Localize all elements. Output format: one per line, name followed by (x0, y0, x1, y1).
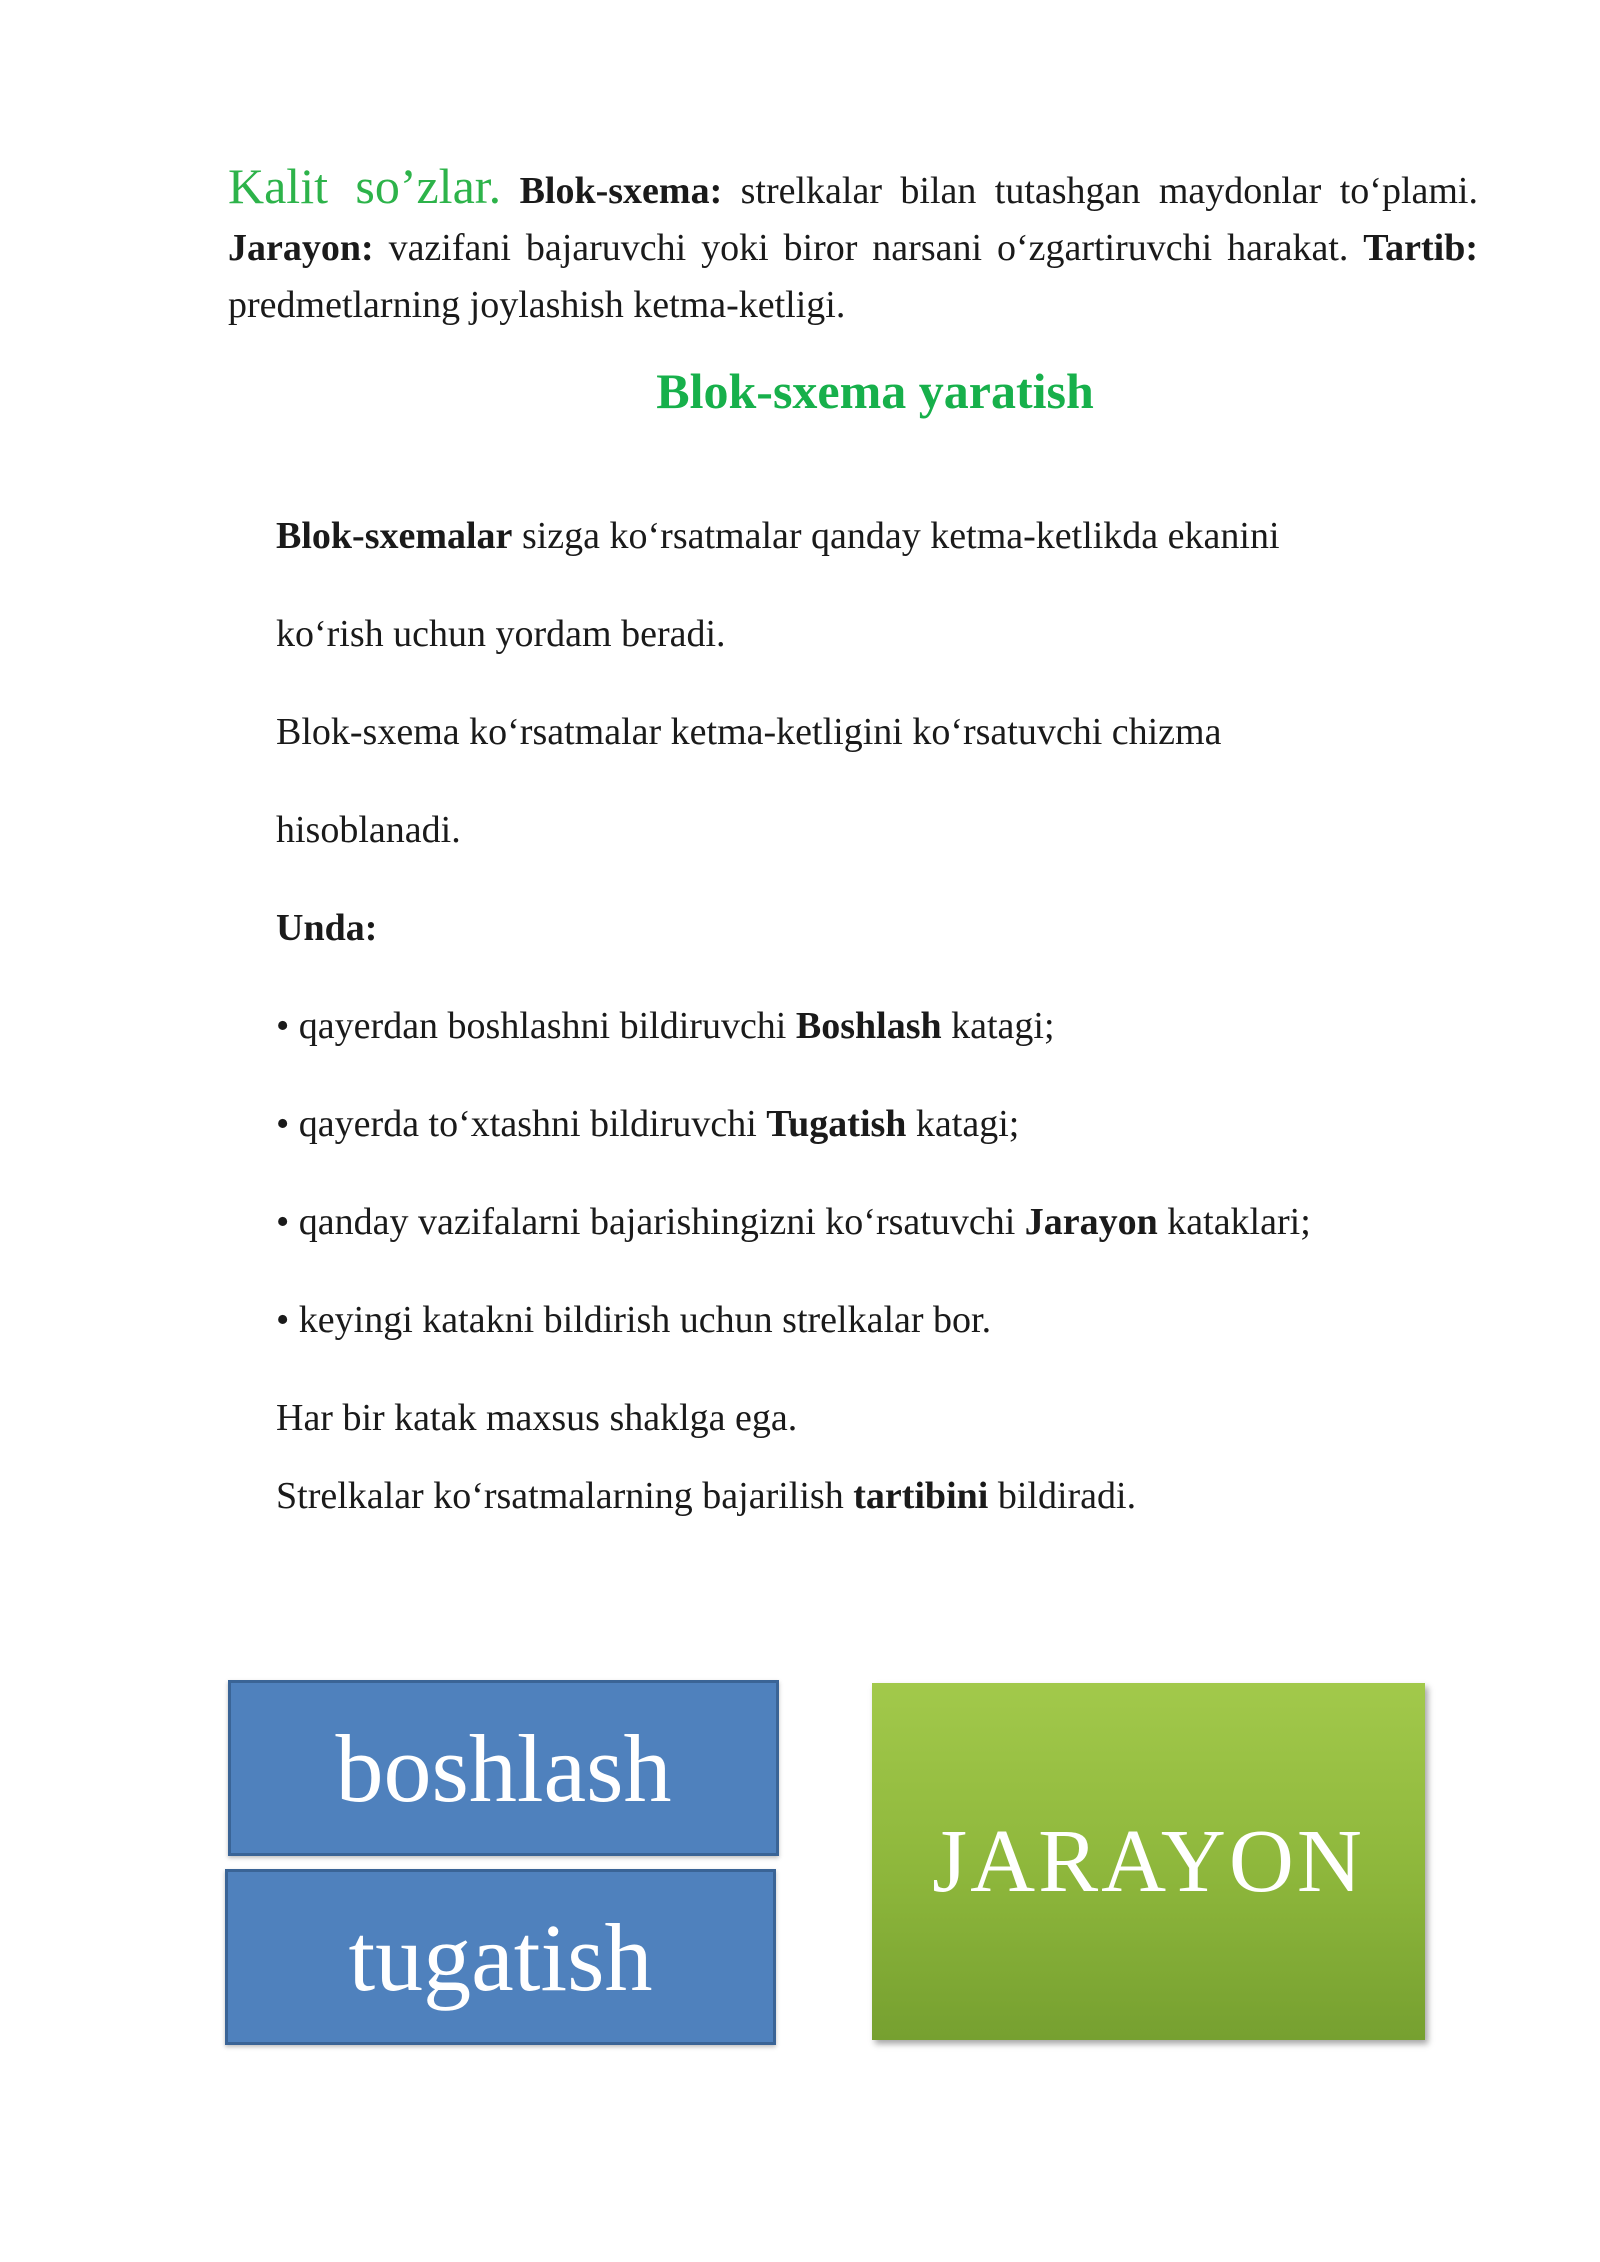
paragraph-3: Har bir katak maxsus shaklga ega. (276, 1397, 798, 1439)
list-item-text: • qayerdan boshlashni bildiruvchi (276, 1005, 787, 1047)
list-item-bold: Boshlash (795, 1005, 942, 1047)
start-shape (228, 1680, 779, 1856)
list-item-bold: Jarayon (1024, 1201, 1158, 1243)
list-item-text: • keyingi katakni bildirish uchun strelkalar bor. (276, 1299, 992, 1341)
keywords-paragraph (228, 158, 1478, 334)
body-text (276, 506, 1526, 1564)
list-item-text: • qayerda to‘xtashni bildiruvchi (276, 1103, 757, 1145)
paragraph-4 (276, 1466, 1526, 1564)
paragraph-1-text: sizga ko‘rsatmalar qanday ketma-ketlikda ekanini (521, 515, 1280, 557)
list-item-suffix: katagi; (951, 1005, 1055, 1047)
unda-label: Unda: (276, 907, 378, 949)
list-item (276, 1094, 1526, 1192)
process-shape (872, 1683, 1425, 2040)
list-item (276, 1290, 1526, 1388)
term-jarayon: Jarayon: (228, 227, 374, 269)
term-blok-sxema: Blok-sxema: (519, 170, 723, 212)
process-shape-label: JARAYON (932, 1812, 1365, 1911)
keywords-lead: Kalit so’zlar. (228, 158, 502, 214)
definition-jarayon: vazifani bajaruvchi yoki biror narsani o‘zgartiruvchi harakat. (388, 227, 1349, 269)
term-tartib: Tartib: (1363, 227, 1479, 269)
list-item-text: • qanday vazifalarni bajarishingizni ko‘rsatuvchi (276, 1201, 1016, 1243)
end-shape (225, 1869, 776, 2045)
end-shape-label: tugatish (348, 1903, 653, 2011)
paragraph-4-text: Strelkalar ko‘rsatmalarning bajarilish (276, 1475, 844, 1517)
definition-tartib: predmetlarning joylashish ketma-ketligi. (228, 284, 846, 326)
paragraph-4-suffix: bildiradi. (997, 1475, 1137, 1517)
list-item-suffix: kataklari; (1167, 1201, 1311, 1243)
definition-blok-sxema: strelkalar bilan tutashgan maydonlar to‘plami. (740, 170, 1478, 212)
paragraph-1-line-2: ko‘rish uchun yordam beradi. (276, 613, 726, 655)
bold-tartibini: tartibini (853, 1475, 989, 1517)
list-item (276, 996, 1526, 1094)
paragraph-1-line-1 (276, 506, 1526, 604)
bold-blok-sxemalar: Blok-sxemalar (276, 515, 513, 557)
list-item-bold: Tugatish (766, 1103, 907, 1145)
section-heading: Blok-sxema yaratish (656, 363, 1094, 419)
list-item (276, 1192, 1526, 1290)
paragraph-2-line-1: Blok-sxema ko‘rsatmalar ketma-ketligini ko‘rsatuvchi chizma (276, 711, 1222, 753)
list-item-suffix: katagi; (915, 1103, 1020, 1145)
start-shape-label: boshlash (335, 1714, 672, 1822)
paragraph-2-line-2: hisoblanadi. (276, 809, 461, 851)
